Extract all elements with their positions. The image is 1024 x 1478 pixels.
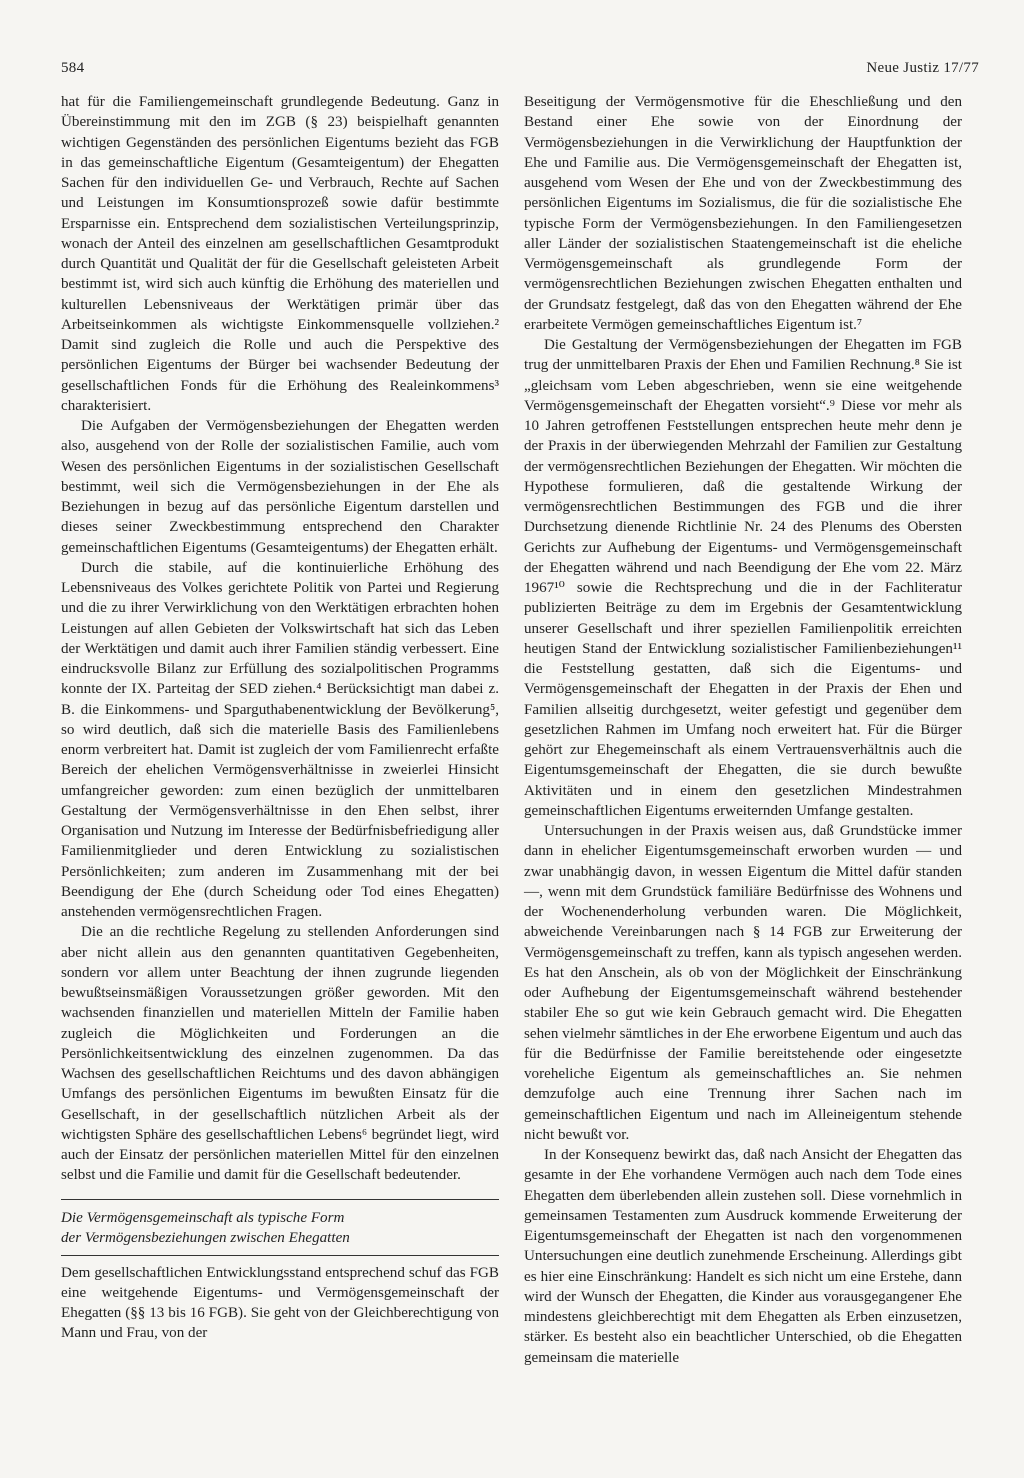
paragraph: Durch die stabile, auf die kontinuierliche Erhöhung des Lebensniveaus des Volkes gerichtete Politik von Partei und Regierung und die zu ihrer Verwirklichung von den Werktätigen erbrachten hohen Leistungen auf allen Gebieten der Volkswirtschaft hat sich das Leben der Werktätigen und damit auch ihrer Familien ständig verbessert. Eine eindrucksvolle Bilanz zur Erfüllung des sozialpolitischen Programms konnte der IX. Parteitag der SED ziehen.⁴ Berücksichtigt man dabei z. B. die Einkommens- und Sparguthabenentwicklung der Bevölkerung⁵, so wird deutlich, daß sich die materielle Basis des Familienlebens enorm verbreitert hat. Damit ist zugleich der vom Familienrecht erfaßte Bereich der ehelichen Vermögensverhältnisse in zweierlei Hinsicht umfangreicher geworden: zum einen bezüglich der unmittelbaren Gestaltung der Vermögensverhältnisse in den Ehen selbst, ihrer Organisation und Nutzung im Interesse der Bedürfnisbefriedigung aller Familienmitglieder und deren Entwicklung zu sozialistischen Persönlichkeiten; zum anderen im Zusammenhang mit der bei Beendigung der Ehe (durch Scheidung oder Tod eines Ehegatten) anstehenden vermögensrechtlichen Fragen. (61, 559, 499, 920)
paragraph: Beseitigung der Vermögensmotive für die Eheschließung und den Bestand einer Ehe sowie von der Einordnung der Vermögensbeziehungen in die Verwirklichung der Hauptfunktion der Ehe und Familie aus. Die Vermögensgemeinschaft der Ehegatten ist, ausgehend vom Wesen der Ehe und von der Zweckbestimmung des persönlichen Eigentums im Sozialismus, die für die sozialistische Ehe typische Form der Vermögensbeziehungen. In den Familiengesetzen aller Länder der sozialistischen Staatengemeinschaft ist die eheliche Vermögensgemeinschaft als grundlegende Form der vermögensrechtlichen Beziehungen zwischen Ehegatten enthalten und der Grundsatz festgelegt, daß das von den Ehegatten während der Ehe erarbeitete Vermögen gemeinschaftliches Eigentum ist.⁷ (524, 94, 962, 333)
page-number: 584 (61, 60, 85, 76)
paragraph: Untersuchungen in der Praxis weisen aus, daß Grundstücke immer dann in ehelicher Eigentumsgemeinschaft erworben wurden — und zwar unabhängig davon, in wessen Eigentum die Mittel dafür standen —, wenn mit dem Grundstück familiäre Bedürfnisse des Wohnens und der Wochenenderholung verbunden waren. Die Möglichkeit, abweichende Vereinbarungen nach § 14 FGB zur Erweiterung der Vermögensgemeinschaft zu treffen, kann als typisch angesehen werden. Es hat den Anschein, als ob von der Möglichkeit der Einschränkung oder Aufhebung der Eigentumsgemeinschaft während bestehender stabiler Ehe so gut wie kein Gebrauch gemacht wird. Die Ehegatten sehen vielmehr sämtliches in der Ehe erworbene Eigentum und auch das für die Bedürfnisse der Familie bereitstehende oder eingesetzte voreheliche Eigentum als gemeinschaftliches an. Sie nehmen demzufolge auch eine Trennung ihrer Sachen nach im gemeinschaftlichen Eigentum und nach im Alleineigentum stehende nicht bewußt vor. (524, 823, 962, 1143)
paragraph: Die Aufgaben der Vermögensbeziehungen der Ehegatten werden also, ausgehend von der Rolle der sozialistischen Familie, auch vom Wesen des persönlichen Eigentums in der sozialistischen Gesellschaft bestimmt, weil sich die Vermögensbeziehungen in der Ehe als Beziehungen in bezug auf das persönliche Eigentum darstellen und dieses seiner Zweckbestimmung entsprechend den Charakter gemeinschaftlichen Eigentums (Gesamteigentums) der Ehegatten erhält. (61, 418, 499, 556)
section-heading (61, 1199, 499, 1256)
paragraph: hat für die Familiengemeinschaft grundlegende Bedeutung. Ganz in Übereinstimmung mit den im ZGB (§ 23) beispielhaft genannten wichtigen Gegenständen des persönlichen Eigentums bezieht das FGB in das gemeinschaftliche Eigentum (Gesamteigentum) der Ehegatten Sachen für den individuellen Ge- und Verbrauch, Rechte auf Sachen und Leistungen im Konsumtionsprozeß sowie dafür bestimmte Ersparnisse ein. Entsprechend dem sozialistischen Verteilungsprinzip, wonach der Anteil des einzelnen am gesellschaftlichen Gesamtprodukt durch Quantität und Qualität der für die Gesellschaft geleisteten Arbeit bestimmt ist, wird sich auch künftig die Erhöhung des materiellen und kulturellen Lebensniveaus der Werktätigen primär über das Arbeitseinkommen als wichtigste Einkommensquelle vollziehen.² Damit sind zugleich die Rolle und auch die Perspektive des persönlichen Eigentums der Bürger bei wachsender Bedeutung der gesellschaftlichen Fonds für die Erhöhung des Realeinkommens³ charakterisiert. (61, 94, 499, 414)
right-column (524, 92, 962, 1368)
paragraph: In der Konsequenz bewirkt das, daß nach Ansicht der Ehegatten das gesamte in der Ehe vorhandene Vermögen auch nach dem Tode eines Ehegatten dem überlebenden allein zustehen soll. Diese vornehmlich in gemeinsamen Testamenten zum Ausdruck kommende Erweiterung der Eigentumsgemeinschaft der Ehegatten ist nach den vorgenommenen Untersuchungen eine deutlich zunehmende Erscheinung. Allerdings gibt es hier eine Einschränkung: Handelt es sich nicht um eine Erstehe, dann wird der Wunsch der Ehegatten, die Kinder aus vorausgegangener Ehe mindestens gleichberechtigt mit dem Ehegatten als Erben einzusetzen, stärker. Es besteht also ein beachtlicher Unterschied, ob die Ehegatten gemeinsam die materielle (524, 1147, 962, 1366)
page-header (61, 60, 979, 82)
section-heading-line: Die Vermögensgemeinschaft als typische Form (61, 1209, 345, 1226)
paragraph: Die Gestaltung der Vermögensbeziehungen der Ehegatten im FGB trug der unmittelbaren Praxis der Ehen und Familien Rechnung.⁸ Sie ist „gleichsam vom Leben abgeschrieben, wenn sie eine weitgehende Vermögensgemeinschaft der Ehegatten vorsieht“.⁹ Diese vor mehr als 10 Jahren getroffenen Feststellungen entsprechen heute mehr denn je der Praxis in der überwiegenden Mehrzahl der Familien zur Gestaltung der vermögensrechtlichen Beziehungen der Ehegatten. Wir möchten die Hypothese formulieren, daß die gestaltende Wirkung der vermögensrechtlichen Bestimmungen des FGB und die ihrer Durchsetzung dienende Richtlinie Nr. 24 des Plenums des Obersten Gerichts zur Aufhebung der Eigentums- und Vermögensgemeinschaft der Ehegatten während und nach Beendigung der Ehe vom 22. März 1967¹⁰ sowie die Rechtsprechung und die in der Fachliteratur publizierten Beiträge zu dem im Ergebnis der Gesamtentwicklung unserer Gesellschaft und ihrer speziellen Familienpolitik erreichten heutigen Stand der Entwicklung sozialistischer Familienbeziehungen¹¹ die Feststellung gestatten, daß sich die Eigentums- und Vermögensgemeinschaft der Ehegatten in der Praxis der Ehen und Familien allseitig durchgesetzt, weiter gefestigt und gegenüber dem gesetzlichen Rahmen im Umfang noch erweitert hat. Für die Bürger gehört zur Ehegemeinschaft als einem Vertrauensverhältnis auch die Eigentumsgemeinschaft der Ehegatten, die sie durch bewußte Aktivitäten und in einem den gesetzlichen Mindestrahmen gemeinschaftlichen Eigentums erweiternden Umfange gestalten. (524, 337, 962, 819)
left-column (61, 92, 499, 1344)
journal-issue: Neue Justiz 17/77 (866, 60, 979, 76)
paragraph: Dem gesellschaftlichen Entwicklungsstand entsprechend schuf das FGB eine weitgehende Eigentums- und Vermögensgemeinschaft der Ehegatten (§§ 13 bis 16 FGB). Sie geht von der Gleichberechtigung von Mann und Frau, von der (61, 1264, 499, 1342)
section-heading-line: der Vermögensbeziehungen zwischen Ehegatten (61, 1229, 350, 1246)
paragraph: Die an die rechtliche Regelung zu stellenden Anforderungen sind aber nicht allein aus den genannten quantitativen Gegebenheiten, sondern vor allem unter Beachtung der ihnen zugrunde liegenden bewußtseinsmäßigen Voraussetzungen größer geworden. Mit den wachsenden finanziellen und materiellen Mitteln der Familie haben zugleich die Möglichkeiten und Forderungen an die Persönlichkeitsentwicklung des einzelnen zugenommen. Da das Wachsen des gesellschaftlichen Reichtums und des davon abhängigen Umfangs des persönlichen Eigentums im bewußten Einsatz für die Gesellschaft, in der gesellschaftlich nützlichen Arbeit als der wichtigsten Sphäre des gesellschaftlichen Lebens⁶ begründet liegt, wird auch der Einsatz der persönlichen materiellen Mittel für den einzelnen selbst und die Familie und damit für die Gesellschaft bedeutender. (61, 924, 499, 1184)
